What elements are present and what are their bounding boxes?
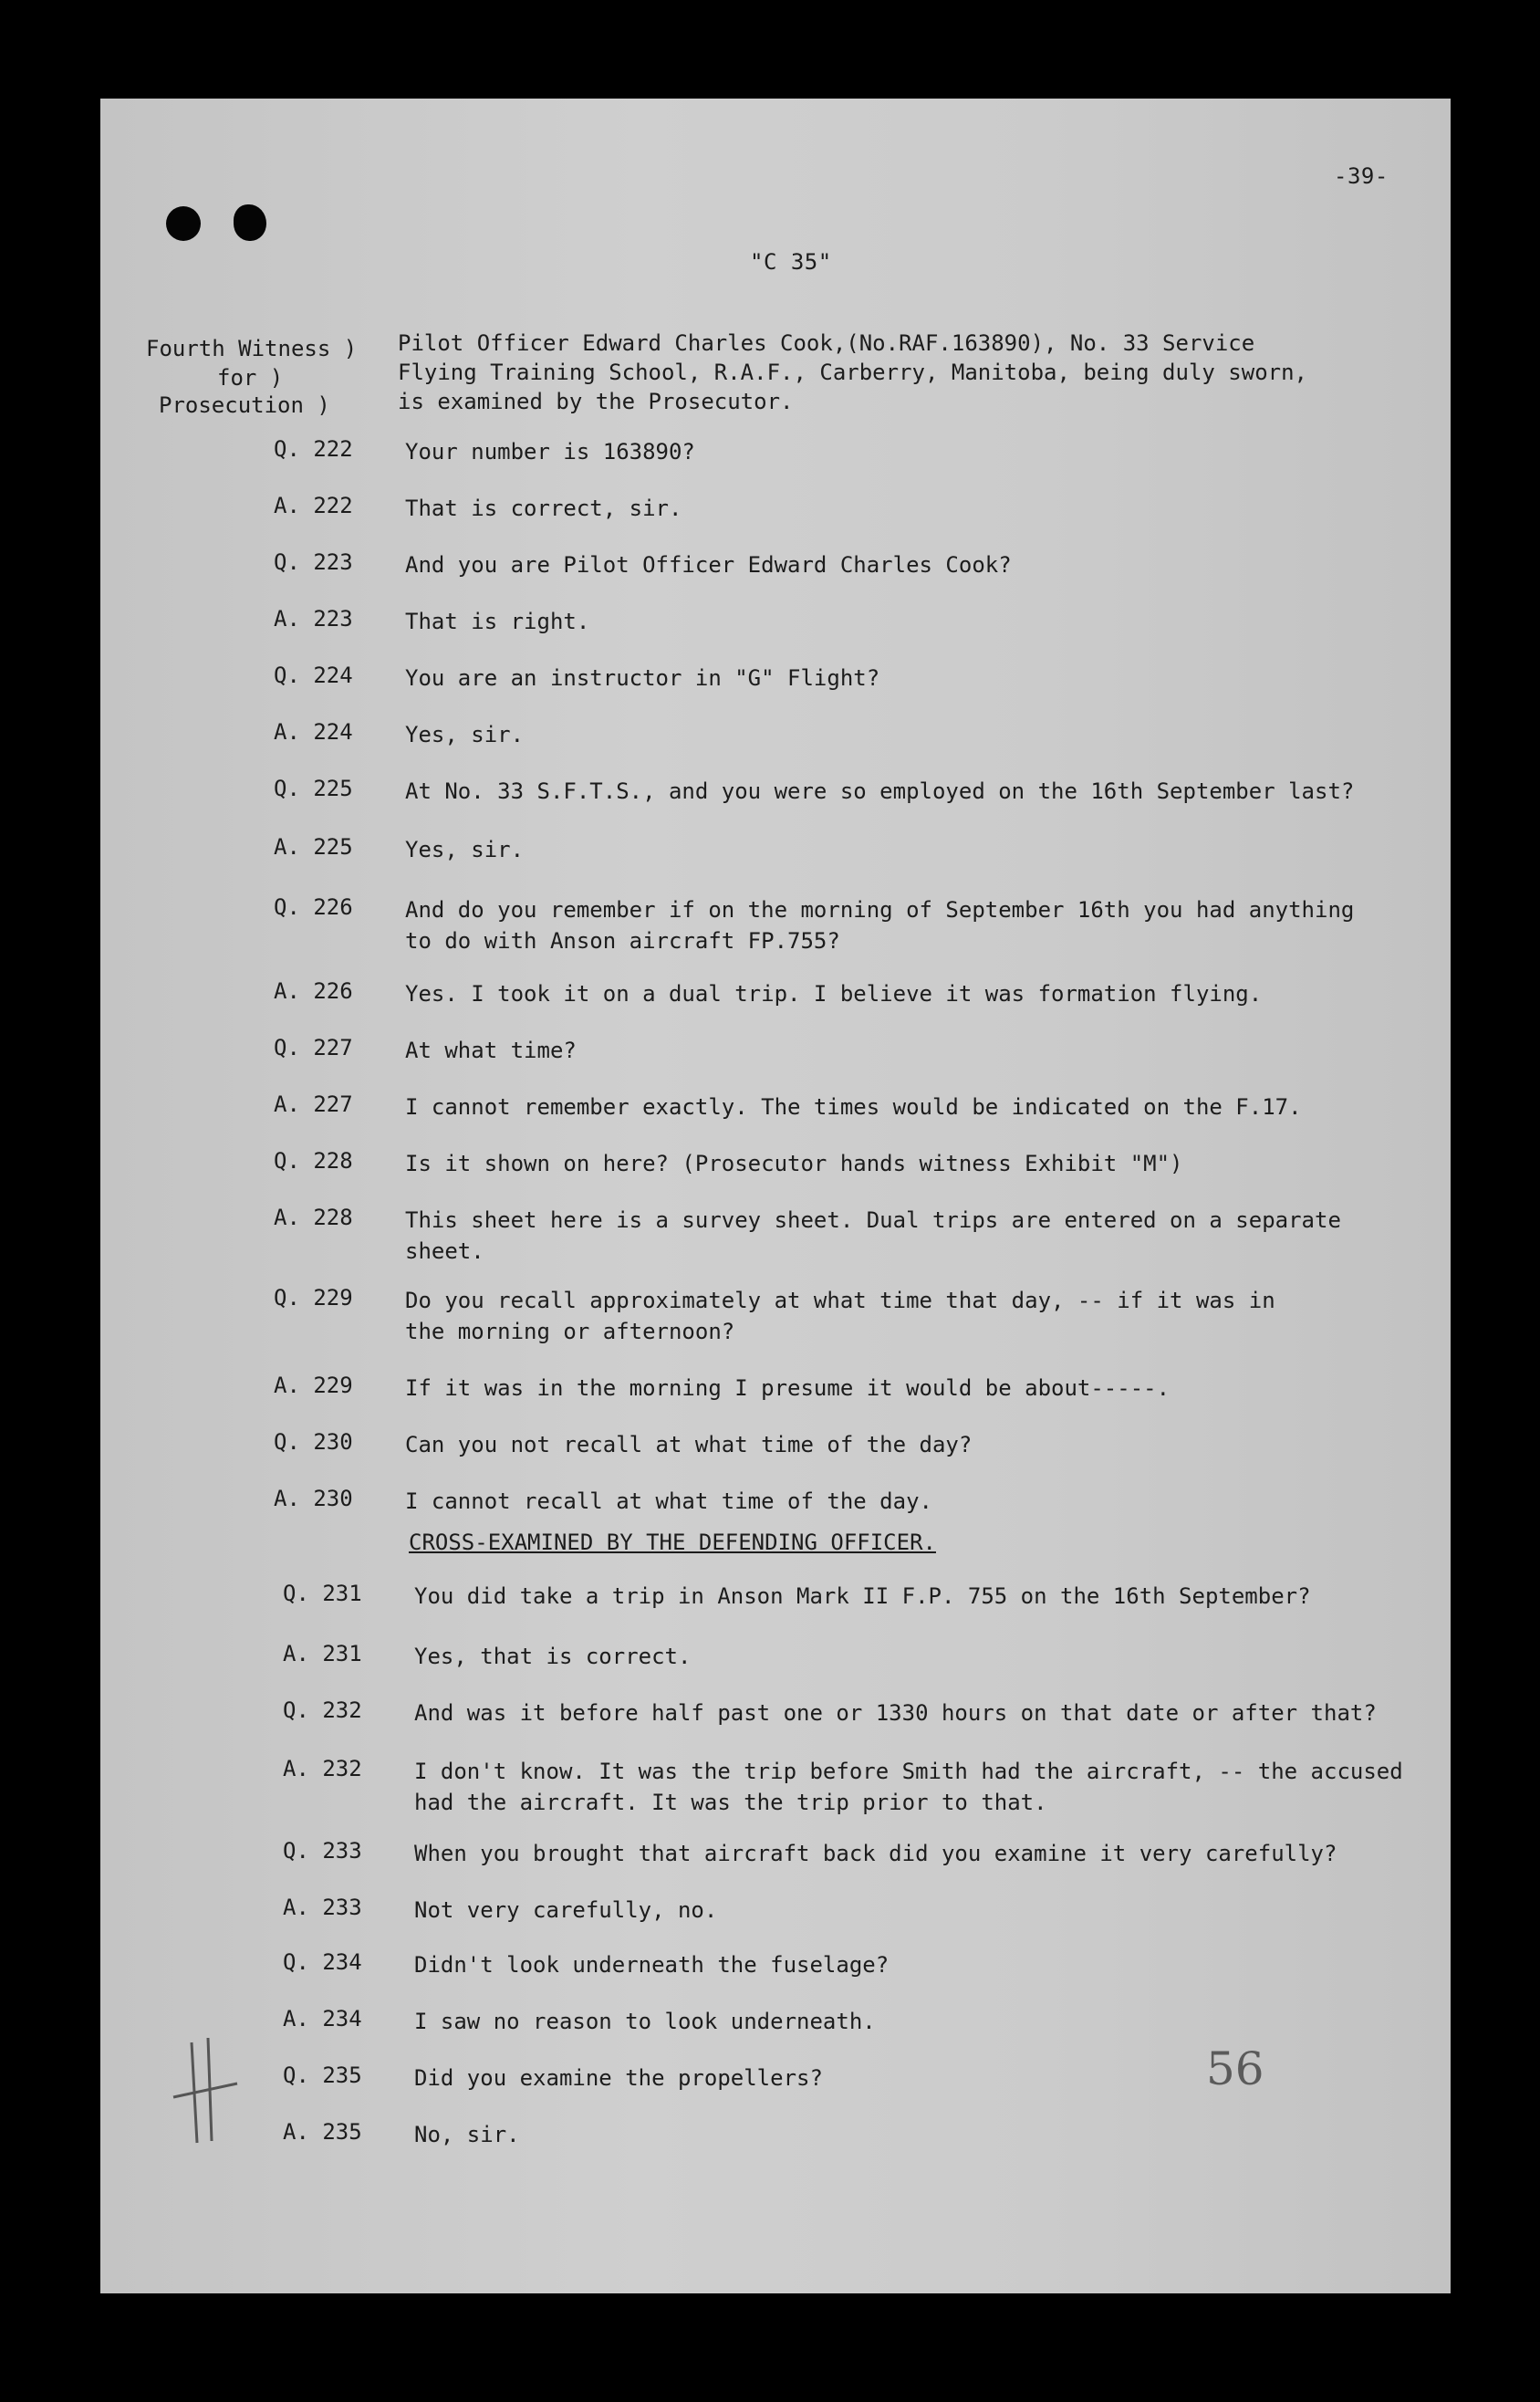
qa-text: And you are Pilot Officer Edward Charles Cook? [405, 552, 1012, 578]
qa-text: And was it before half past one or 1330 hours on that date or after that? [414, 1700, 1377, 1726]
pencil-mark [164, 2033, 246, 2152]
qa-text: At No. 33 S.F.T.S., and you were so employed on the 16th September last? [405, 778, 1355, 804]
qa-number: Q. 230 [274, 1429, 353, 1455]
qa-number: A. 235 [283, 2119, 362, 2145]
qa-text: That is right. [405, 609, 590, 634]
qa-text: When you brought that aircraft back did you examine it very carefully? [414, 1841, 1337, 1866]
document-page [100, 99, 1451, 2293]
qa-text: I saw no reason to look underneath. [414, 2009, 876, 2034]
qa-text: You are an instructor in "G" Flight? [405, 665, 880, 691]
qa-text: If it was in the morning I presume it would be about-----. [405, 1375, 1171, 1401]
qa-number: A. 227 [274, 1091, 353, 1117]
qa-text: Can you not recall at what time of the day? [405, 1432, 973, 1457]
qa-text: You did take a trip in Anson Mark II F.P. 755 on the 16th September? [414, 1583, 1311, 1609]
qa-text: Didn't look underneath the fuselage? [414, 1952, 890, 1978]
qa-number: A. 234 [283, 2006, 362, 2031]
qa-text: At what time? [405, 1038, 577, 1063]
handwritten-page-number: 56 [1206, 2042, 1264, 2095]
intro-line-3: is examined by the Prosecutor. [398, 389, 794, 414]
qa-text: Yes. I took it on a dual trip. I believe it was formation flying. [405, 981, 1263, 1007]
qa-text: I cannot remember exactly. The times would be indicated on the F.17. [405, 1094, 1302, 1120]
qa-text: No, sir. [414, 2122, 520, 2147]
document-code: "C 35" [750, 249, 832, 275]
page-number: -39- [1334, 163, 1389, 189]
qa-text: Is it shown on here? (Prosecutor hands witness Exhibit "M") [405, 1151, 1183, 1176]
qa-number: A. 224 [274, 719, 353, 745]
qa-number: Q. 235 [283, 2063, 362, 2088]
qa-number: A. 225 [274, 834, 353, 860]
qa-text: Do you recall approximately at what time that day, -- if it was in the morning or afternoon? [405, 1288, 1275, 1344]
qa-number: Q. 223 [274, 549, 353, 575]
qa-number: Q. 229 [274, 1285, 353, 1311]
section-heading: CROSS-EXAMINED BY THE DEFENDING OFFICER. [409, 1530, 936, 1555]
qa-text: I cannot recall at what time of the day. [405, 1488, 932, 1514]
qa-text: Did you examine the propellers? [414, 2065, 823, 2091]
qa-number: A. 231 [283, 1641, 362, 1666]
qa-text: Yes, sir. [405, 722, 525, 747]
ink-blot [166, 206, 201, 241]
qa-text: That is correct, sir. [405, 496, 682, 521]
qa-number: Q. 226 [274, 894, 353, 920]
witness-label-line-1: Fourth Witness ) [146, 336, 358, 361]
qa-number: Q. 227 [274, 1035, 353, 1060]
qa-number: Q. 233 [283, 1838, 362, 1864]
qa-text: Not very carefully, no. [414, 1897, 718, 1923]
qa-number: A. 232 [283, 1756, 362, 1781]
qa-number: A. 223 [274, 606, 353, 632]
qa-text: Yes, sir. [405, 837, 525, 862]
qa-number: Q. 234 [283, 1949, 362, 1975]
qa-number: Q. 224 [274, 663, 353, 688]
qa-number: A. 233 [283, 1895, 362, 1920]
qa-number: Q. 222 [274, 436, 353, 462]
qa-text: And do you remember if on the morning of September 16th you had anything to do with Anson aircraft FP.755? [405, 897, 1355, 954]
qa-text: Your number is 163890? [405, 439, 695, 465]
intro-line-2: Flying Training School, R.A.F., Carberry, Manitoba, being duly sworn, [398, 360, 1307, 385]
ink-blot [234, 204, 266, 241]
qa-text: This sheet here is a survey sheet. Dual trips are entered on a separate sheet. [405, 1207, 1341, 1264]
intro-line-1: Pilot Officer Edward Charles Cook,(No.RAF.163890), No. 33 Service [398, 330, 1255, 356]
qa-number: A. 230 [274, 1486, 353, 1511]
qa-number: A. 229 [274, 1373, 353, 1398]
qa-number: A. 222 [274, 493, 353, 518]
qa-number: Q. 231 [283, 1581, 362, 1606]
qa-text: I don't know. It was the trip before Smith had the aircraft, -- the accused had the aircraft. It was the trip prior to that. [414, 1759, 1403, 1815]
qa-number: Q. 232 [283, 1697, 362, 1723]
witness-label-line-3: Prosecution ) [159, 392, 330, 418]
qa-number: A. 226 [274, 978, 353, 1004]
qa-number: Q. 225 [274, 776, 353, 801]
qa-text: Yes, that is correct. [414, 1644, 692, 1669]
qa-number: Q. 228 [274, 1148, 353, 1174]
witness-label-line-2: for ) [217, 365, 284, 391]
qa-number: A. 228 [274, 1205, 353, 1230]
